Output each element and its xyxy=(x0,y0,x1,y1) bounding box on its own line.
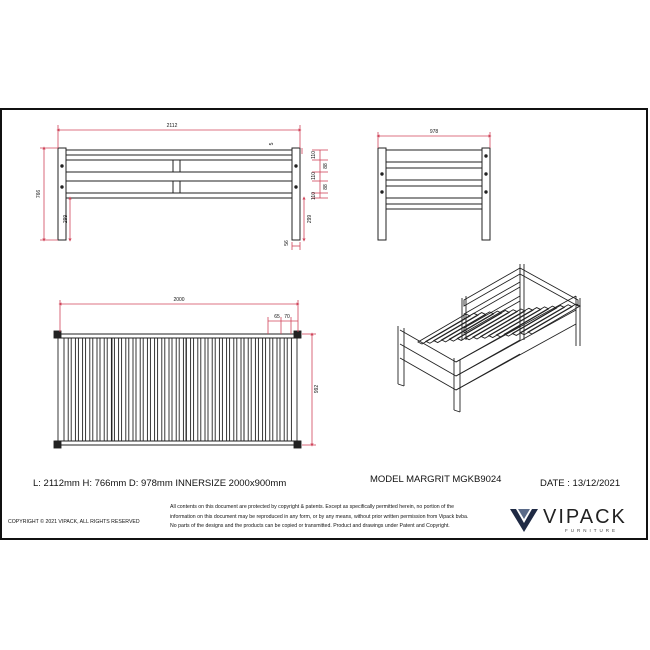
plan-slat xyxy=(64,338,68,441)
plan-slat xyxy=(280,338,284,441)
isometric-view xyxy=(398,264,580,412)
plan-slat xyxy=(251,338,255,441)
front-leg-left-label: 299 xyxy=(63,214,69,224)
brand-tagline: FURNITURE xyxy=(565,528,618,533)
plan-slat xyxy=(266,338,270,441)
spacing-label-2: 88 xyxy=(323,163,329,169)
front-elevation-view xyxy=(58,148,300,240)
plan-slat xyxy=(172,338,176,441)
dimensions-summary: L: 2112mm H: 766mm D: 978mm INNERSIZE 2000x900mm xyxy=(33,478,287,489)
top-dimensions xyxy=(60,300,316,445)
legal-notice: All contents on this document are protected by copyright & patents. Except as specifically permitted herein, no portion of the information on this document may be reproduced in any form, or by any means, without prior written permission from Vipack bvba. No parts of the designs and the products can be copied or transmitted. Product and drawings under Patent and Copyright. xyxy=(170,504,469,529)
front-top-gap-label: 5 xyxy=(269,142,275,146)
front-dimensions xyxy=(40,125,328,250)
plan-slat xyxy=(194,338,198,441)
spacing-label-1: 110 xyxy=(311,151,317,159)
plan-slat xyxy=(208,338,212,441)
brand-name: VIPACK xyxy=(543,506,627,528)
top-length-label: 2000 xyxy=(173,297,185,303)
plan-slat xyxy=(215,338,219,441)
model-name: MODEL MARGRIT MGKB9024 xyxy=(370,474,502,485)
top-depth-label: 992 xyxy=(314,384,320,394)
spacing-label-3: 110 xyxy=(311,172,317,180)
brand-logo xyxy=(509,506,637,536)
front-height-label: 766 xyxy=(36,189,42,199)
spacing-label-5: 110 xyxy=(311,192,317,200)
top-small-a-label: 65 xyxy=(274,314,280,320)
plan-slat xyxy=(143,338,147,441)
spacing-label-4: 88 xyxy=(323,184,329,190)
plan-slat xyxy=(201,338,205,441)
plan-slat xyxy=(244,338,248,441)
top-small-b-label: 70 xyxy=(284,314,290,320)
plan-slat xyxy=(230,338,234,441)
plan-slat xyxy=(136,338,140,441)
plan-slat xyxy=(107,338,111,441)
plan-slat xyxy=(71,338,75,441)
plan-slat xyxy=(78,338,82,441)
plan-slat xyxy=(150,338,154,441)
front-leg-width-label: 56 xyxy=(284,240,290,246)
plan-slat xyxy=(273,338,277,441)
plan-slat xyxy=(158,338,162,441)
front-dimension-labels xyxy=(36,123,329,246)
front-width-label: 2112 xyxy=(166,123,178,129)
plan-slat xyxy=(114,338,118,441)
side-elevation-view xyxy=(378,148,490,240)
plan-slat xyxy=(186,338,190,441)
plan-slat xyxy=(222,338,226,441)
plan-slat xyxy=(100,338,104,441)
plan-slat xyxy=(129,338,133,441)
plan-slat xyxy=(258,338,262,441)
plan-slat xyxy=(179,338,183,441)
plan-slat xyxy=(237,338,241,441)
copyright-notice: COPYRIGHT © 2021 VIPACK, ALL RIGHTS RESERVED xyxy=(8,519,140,525)
plan-slat xyxy=(93,338,97,441)
plan-slat xyxy=(86,338,90,441)
drawing-date: DATE : 13/12/2021 xyxy=(540,478,621,489)
top-plan-view xyxy=(54,331,301,448)
front-leg-right-label: 299 xyxy=(307,214,313,224)
plan-slat xyxy=(287,338,291,441)
plan-slat xyxy=(122,338,126,441)
vipack-logo-icon xyxy=(509,506,539,534)
plan-slat xyxy=(165,338,169,441)
side-width-label: 978 xyxy=(429,129,439,135)
